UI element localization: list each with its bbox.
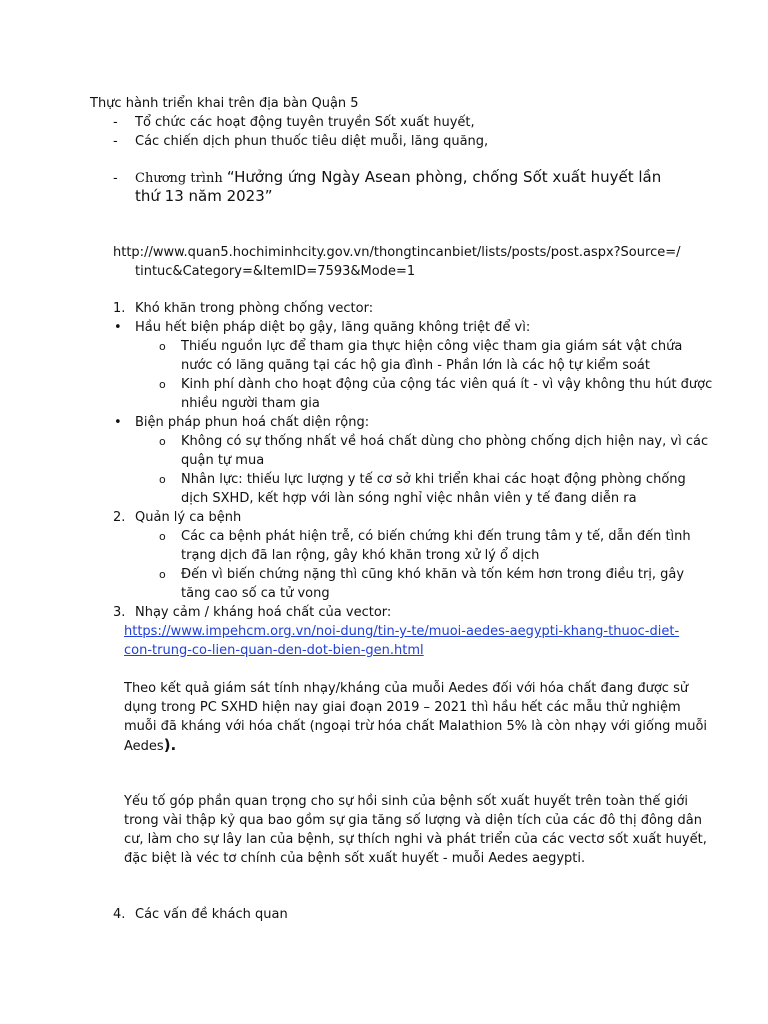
paragraph-text: Aedes — [124, 739, 164, 754]
sub-item-cont: quận tự mua — [181, 453, 265, 468]
paragraph-line: đặc biệt là véc tơ chính của bệnh sốt xuất huyết - muỗi Aedes aegypti. — [124, 851, 586, 866]
program-title-cont: thứ 13 năm 2023” — [135, 187, 273, 205]
paragraph-line: trong vài thập kỷ qua bao gồm sự gia tăng số lượng và diện tích của các đô thị đông dân — [124, 813, 702, 828]
bullet-item: Biện pháp phun hoá chất diện rộng: — [135, 415, 370, 430]
sub-item: Kinh phí dành cho hoạt động của cộng tác viên quá ít - vì vậy không thu hút được — [181, 377, 713, 392]
bullet-marker: • — [114, 320, 122, 335]
dash-item: Tổ chức các hoạt động tuyên truyền Sốt xuất huyết, — [135, 115, 475, 130]
reference-link-cont[interactable]: con-trung-co-lien-quan-den-dot-bien-gen.html — [124, 643, 424, 658]
reference-link[interactable]: https://www.impehcm.org.vn/noi-dung/tin-y-te/muoi-aedes-aegypti-khang-thuoc-diet- — [124, 624, 680, 639]
sub-item: Các ca bệnh phát hiện trễ, có biến chứng khi đến trung tâm y tế, dẫn đến tình — [181, 529, 691, 544]
section-title: Quản lý ca bệnh — [135, 510, 242, 525]
dash-item: Các chiến dịch phun thuốc tiêu diệt muỗi, lăng quăng, — [135, 134, 489, 149]
program-title: “Hưởng ứng Ngày Asean phòng, chống Sốt xuất huyết lần — [226, 168, 662, 186]
section-number: 3. — [113, 605, 126, 620]
url-text: http://www.quan5.hochiminhcity.gov.vn/thongtincanbiet/lists/posts/post.aspx?Source=/ — [113, 245, 681, 260]
circle-marker: o — [159, 435, 166, 448]
dash-marker: - — [113, 171, 118, 186]
sub-item-cont: nhiều người tham gia — [181, 396, 320, 411]
document-heading: Thực hành triển khai trên địa bàn Quận 5 — [90, 96, 359, 111]
paragraph-line — [124, 736, 176, 756]
section-number: 1. — [113, 301, 126, 316]
sub-item: Không có sự thống nhất về hoá chất dùng cho phòng chống dịch hiện nay, vì các — [181, 434, 709, 449]
sub-item: Thiếu nguồn lực để tham gia thực hiện công việc tham gia giám sát vật chứa — [181, 339, 683, 354]
section-number: 2. — [113, 510, 126, 525]
paragraph-line: muỗi đã kháng với hóa chất (ngoại trừ hóa chất Malathion 5% là còn nhạy với giống muỗi — [124, 719, 708, 734]
circle-marker: o — [159, 340, 166, 353]
paragraph-line: Theo kết quả giám sát tính nhạy/kháng của muỗi Aedes đối với hóa chất đang được sử — [124, 681, 689, 696]
url-text-cont: tintuc&Category=&ItemID=7593&Mode=1 — [135, 264, 416, 279]
sub-item-cont: trạng dịch đã lan rộng, gây khó khăn trong xử lý ổ dịch — [181, 548, 540, 563]
paragraph-line: dụng trong PC SXHD hiện nay giai đoạn 2019 – 2021 thì hầu hết các mẫu thử nghiệm — [124, 700, 681, 715]
dash-marker: - — [113, 115, 118, 130]
section-title: Các vấn đề khách quan — [135, 907, 288, 922]
sub-item: Đến vì biến chứng nặng thì cũng khó khăn và tốn kém hơn trong điều trị, gây — [181, 567, 685, 582]
bullet-item: Hầu hết biện pháp diệt bọ gậy, lăng quăng không triệt để vì: — [135, 320, 531, 335]
sub-item: Nhân lực: thiếu lực lượng y tế cơ sở khi triển khai các hoạt động phòng chống — [181, 472, 686, 487]
section-number: 4. — [113, 907, 126, 922]
sub-item-cont: tăng cao số ca tử vong — [181, 586, 330, 601]
circle-marker: o — [159, 530, 166, 543]
section-title: Khó khăn trong phòng chống vector: — [135, 301, 374, 316]
program-line — [135, 168, 661, 188]
program-prefix: Chương trình — [135, 171, 227, 186]
paragraph-end: ). — [163, 736, 177, 754]
paragraph-line: cư, làm cho sự lây lan của bệnh, sự thích nghi và phát triển của các vectơ sốt xuất huyết, — [124, 832, 707, 847]
sub-item-cont: nước có lăng quăng tại các hộ gia đình - Phần lớn là các hộ tự kiểm soát — [181, 358, 650, 373]
dash-marker: - — [113, 134, 118, 149]
sub-item-cont: dịch SXHD, kết hợp với làn sóng nghỉ việc nhân viên y tế đang diễn ra — [181, 491, 637, 506]
bullet-marker: • — [114, 415, 122, 430]
section-title: Nhạy cảm / kháng hoá chất của vector: — [135, 605, 392, 620]
paragraph-line: Yếu tố góp phần quan trọng cho sự hồi sinh của bệnh sốt xuất huyết trên toàn thế giới — [124, 794, 688, 809]
circle-marker: o — [159, 473, 166, 486]
circle-marker: o — [159, 568, 166, 581]
circle-marker: o — [159, 378, 166, 391]
